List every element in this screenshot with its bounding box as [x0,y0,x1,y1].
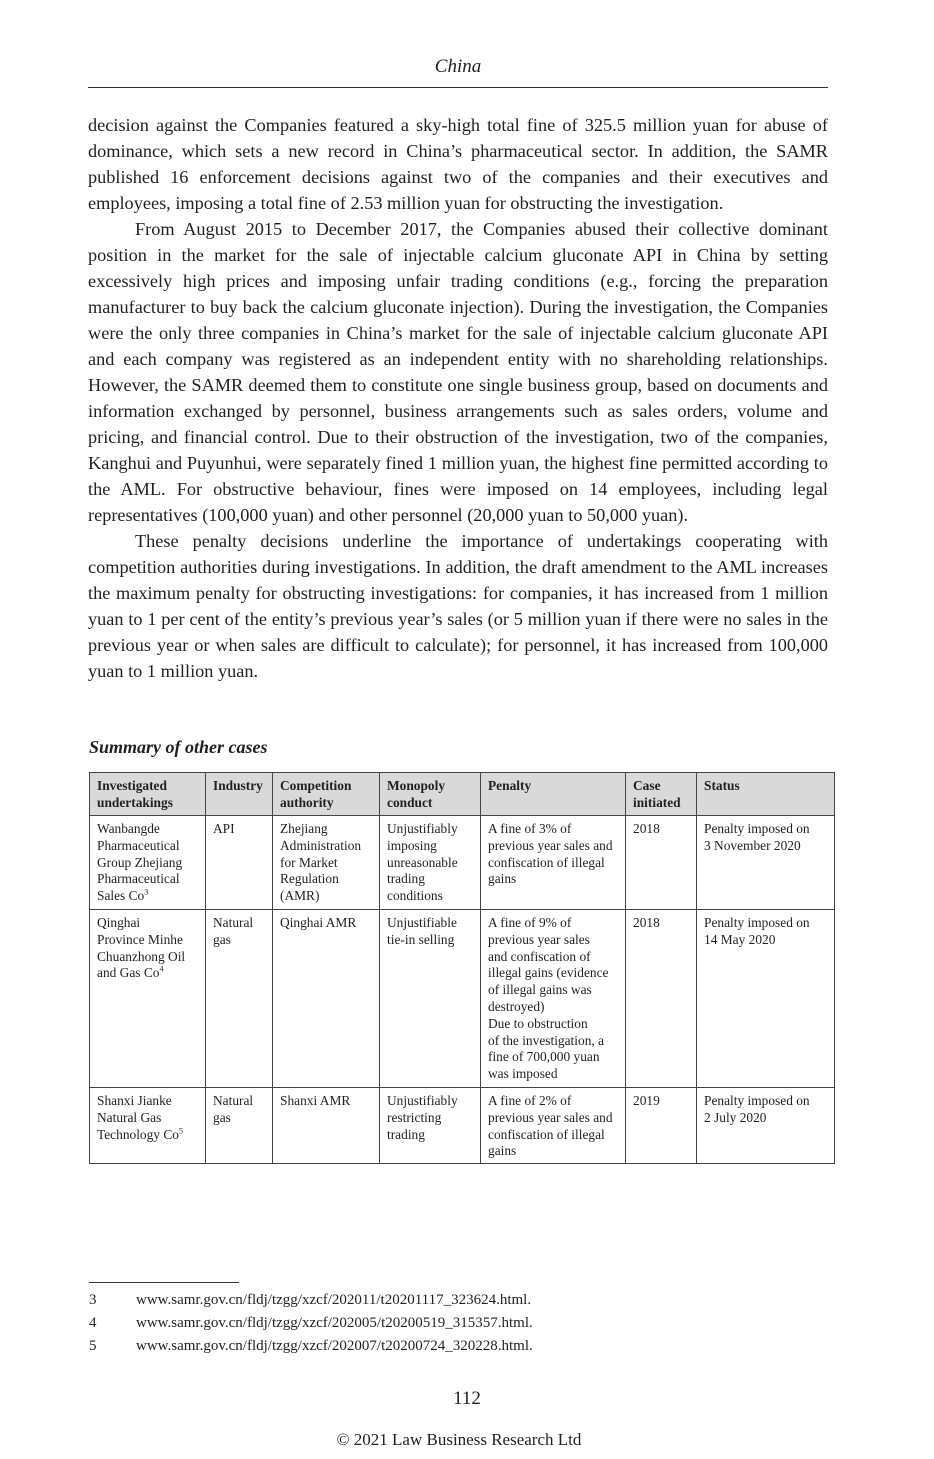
cell-status: Penalty imposed on 3 November 2020 [697,816,835,910]
cell-status: Penalty imposed on 2 July 2020 [697,1088,835,1164]
undertaking-text: Qinghai Province Minhe Chuanzhong Oil and Gas Co [97,915,186,981]
footnote-ref[interactable]: 4 [159,964,164,974]
col-header: Monopoly conduct [380,773,481,816]
cell-industry: API [206,816,273,910]
table-row [90,1088,835,1164]
footnote [89,1292,531,1309]
cell-undertaking [90,910,206,1088]
cell-conduct: Unjustifiably restricting trading [380,1088,481,1164]
copyright: © 2021 Law Business Research Ltd [336,1430,582,1449]
cell-initiated: 2018 [626,910,697,1088]
col-header: Competition authority [273,773,380,816]
footnote-number: 3 [89,1292,97,1308]
col-header: Status [697,773,835,816]
cell-initiated: 2018 [626,816,697,910]
undertaking-text: Shanxi Jianke Natural Gas Technology Co [97,1093,179,1142]
footnote-ref[interactable]: 5 [179,1126,183,1136]
footnote-link[interactable]: www.samr.gov.cn/fldj/tzgg/xzcf/202007/t20200724_320228.html. [136,1338,533,1354]
footnote [89,1315,533,1332]
col-header: Penalty [481,773,626,816]
paragraph: These penalty decisions underline the importance of undertakings cooperating with competition authorities during investigations. In addition, the draft amendment to the AML increases the maximum penalty for obstructing investigations: for companies, it has increased from 1 million yuan to 1 per cent of the entity’s previous year’s sales (or 5 million yuan if there were no sales in the previous year or when sales are difficult to calculate); for personnel, it has increased from 100,000 yuan to 1 million yuan. [88,531,828,681]
cell-industry: Natural gas [206,1088,273,1164]
cell-industry: Natural gas [206,910,273,1088]
footnote-rule [89,1282,239,1283]
col-header: Case initiated [626,773,697,816]
body-text [88,112,828,684]
cell-penalty: A fine of 2% of previous year sales and confiscation of illegal gains [481,1088,626,1164]
page-number: 112 [453,1388,481,1409]
cell-undertaking [90,816,206,910]
cell-conduct: Unjustifiable tie-in selling [380,910,481,1088]
header-rule [88,87,828,88]
paragraph: From August 2015 to December 2017, the Companies abused their collective dominant position in the market for the sale of injectable calcium gluconate API in China by setting excessively high prices and imposing unfair trading conditions (e.g., forcing the preparation manufacturer to buy back the calcium gluconate injection). During the investigation, the Companies were the only three companies in China’s market for the sale of injectable calcium gluconate API and each company was registered as an independent entity with no shareholding relationships. However, the SAMR deemed them to constitute one single business group, based on documents and information exchanged by personnel, business arrangements such as sales orders, volume and pricing, and financial control. Due to their obstruction of the investigation, two of the companies, Kanghui and Puyunhui, were separately fined 1 million yuan, the highest fine permitted according to the AML. For obstructive behaviour, fines were imposed on 14 employees, including legal representatives (100,000 yuan) and other personnel (20,000 yuan to 50,000 yuan). [88,219,828,525]
footnote-ref[interactable]: 3 [144,887,149,897]
col-header: Industry [206,773,273,816]
footnote-link[interactable]: www.samr.gov.cn/fldj/tzgg/xzcf/202011/t20201117_323624.html. [136,1292,532,1308]
footnote [89,1338,533,1355]
cell-undertaking [90,1088,206,1164]
cell-penalty: A fine of 9% of previous year sales and confiscation of illegal gains (evidence of illegal gains was destroyed) Due to obstruction of the investigation, a fine of 700,000 yuan was imposed [481,910,626,1088]
footnote-link[interactable]: www.samr.gov.cn/fldj/tzgg/xzcf/202005/t20200519_315357.html. [136,1315,533,1331]
cell-conduct: Unjustifiably imposing unreasonable trading conditions [380,816,481,910]
cell-authority: Qinghai AMR [273,910,380,1088]
table-caption: Summary of other cases [89,737,268,757]
cases-table [89,772,835,1164]
running-header: China [434,56,482,77]
cell-initiated: 2019 [626,1088,697,1164]
table-header-row [90,773,835,816]
cell-authority: Zhejiang Administration for Market Regulation (AMR) [273,816,380,910]
col-header: Investigated undertakings [90,773,206,816]
paragraph: decision against the Companies featured a sky-high total fine of 325.5 million yuan for abuse of dominance, which sets a new record in China’s pharmaceutical sector. In addition, the SAMR published 16 enforcement decisions against two of the companies and their executives and employees, imposing a total fine of 2.53 million yuan for obstructing the investigation. [88,115,828,213]
footnote-number: 4 [89,1315,97,1331]
undertaking-text: Wanbangde Pharmaceutical Group Zhejiang Pharmaceutical Sales Co [97,821,183,904]
table-row [90,816,835,910]
cell-penalty: A fine of 3% of previous year sales and confiscation of illegal gains [481,816,626,910]
table-row [90,910,835,1088]
footnote-number: 5 [89,1338,97,1354]
cell-authority: Shanxi AMR [273,1088,380,1164]
cell-status: Penalty imposed on 14 May 2020 [697,910,835,1088]
